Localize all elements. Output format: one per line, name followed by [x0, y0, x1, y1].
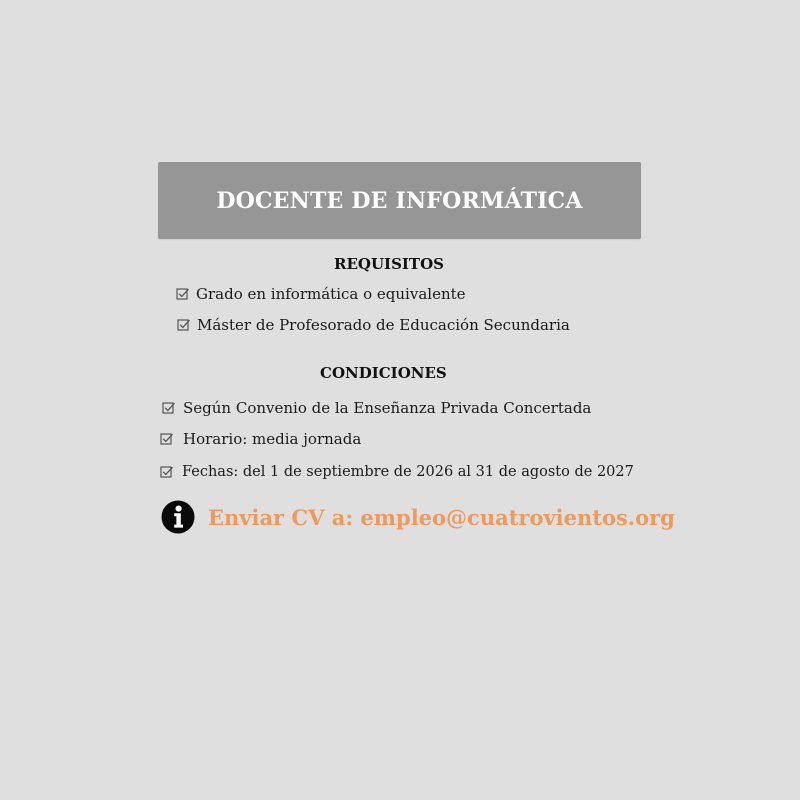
- check-square-icon: [176, 287, 190, 301]
- list-item-text: Según Convenio de la Enseñanza Privada Concertada: [183, 399, 592, 417]
- list-item-text: Fechas: del 1 de septiembre de 2026 al 31 de agosto de 2027: [182, 464, 634, 480]
- check-square-icon: [162, 401, 176, 415]
- list-item-text: Máster de Profesorado de Educación Secundaria: [197, 316, 570, 334]
- contact-email[interactable]: Enviar CV a: empleo@cuatrovientos.org: [208, 504, 675, 530]
- list-item: [160, 430, 361, 448]
- list-item: [177, 316, 570, 334]
- list-item: [162, 399, 591, 417]
- list-item: [176, 285, 466, 303]
- contact-cta: [161, 500, 675, 534]
- list-item-text: Horario: media jornada: [183, 430, 362, 448]
- info-icon: [161, 500, 195, 534]
- page-title: DOCENTE DE INFORMÁTICA: [216, 187, 583, 214]
- list-item: [160, 464, 634, 480]
- check-square-icon: [160, 465, 174, 479]
- condiciones-heading: CONDICIONES: [320, 364, 447, 382]
- check-square-icon: [160, 432, 174, 446]
- title-banner: [158, 162, 641, 239]
- check-square-icon: [177, 318, 191, 332]
- requisitos-heading: REQUISITOS: [334, 255, 444, 273]
- list-item-text: Grado en informática o equivalente: [196, 285, 466, 303]
